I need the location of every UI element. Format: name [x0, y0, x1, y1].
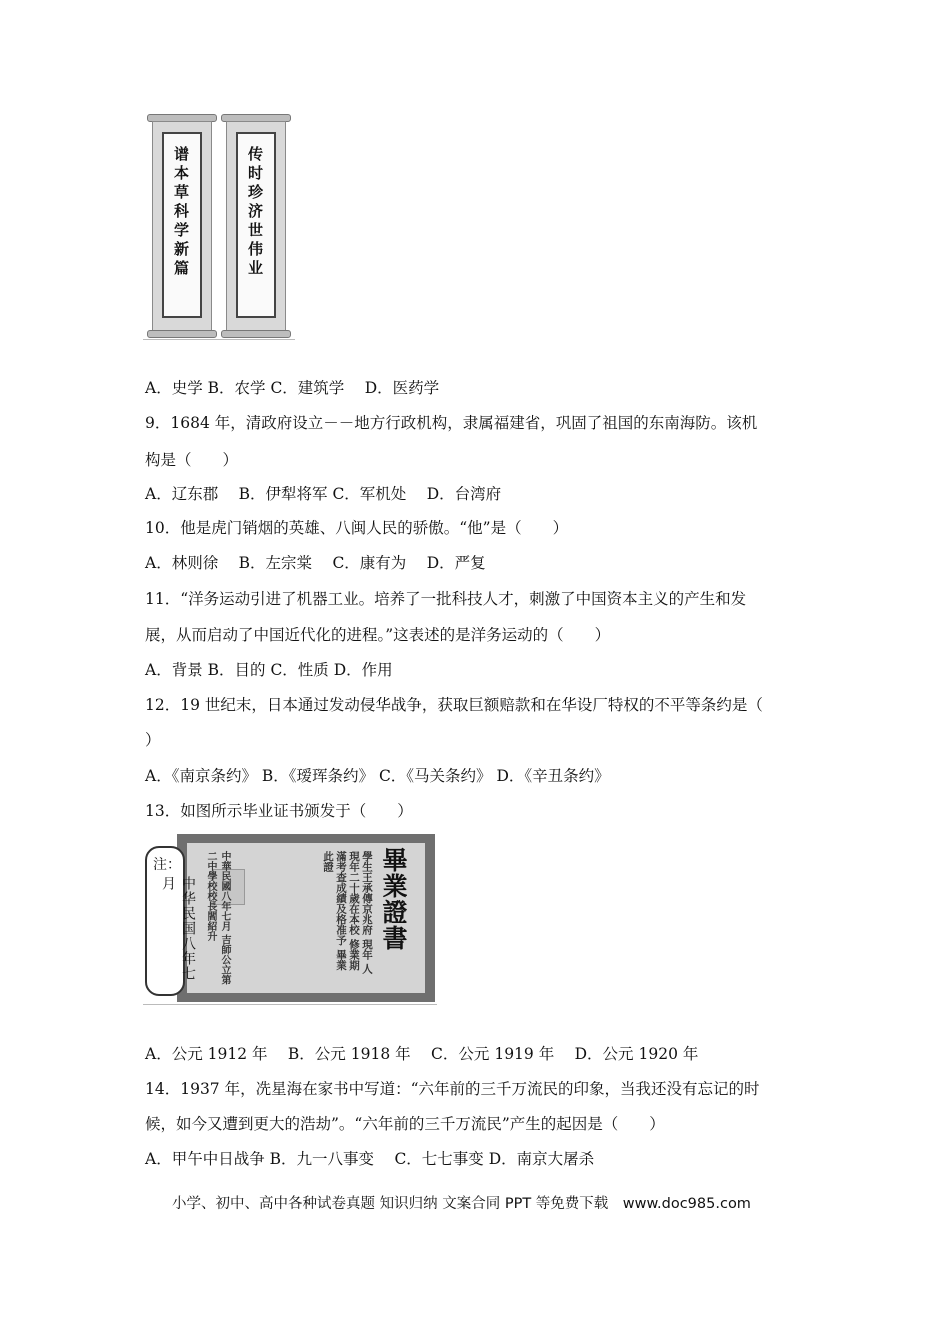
q8-options: A．史学 B．农学 C．建筑学 D．医药学	[145, 379, 440, 397]
certificate-date: 中華民國八年七月 吉師公立第二中學校校長閻紹升	[205, 851, 230, 985]
annotation-head: 注：	[153, 857, 181, 873]
q14-stem-line1: 14．1937 年，冼星海在家书中写道：“六年前的三千万流民的印象，当我还没有忘记的时	[145, 1080, 760, 1098]
right-scroll-text: 传时珍济世伟业	[246, 146, 264, 279]
page-footer: 小学、初中、高中各种试卷真题 知识归纳 文案合同 PPT 等免费下载 www.doc985.com	[172, 1196, 751, 1212]
q9-stem-line2: 构是（ ）	[145, 451, 239, 469]
left-scroll	[147, 114, 217, 338]
annotation-body: 中华民国八年七月	[160, 876, 196, 981]
q12-stem-line1: 12．19 世纪末，日本通过发动侵华战争，获取巨额赔款和在华设厂特权的不平等条约是（	[145, 696, 763, 714]
image-divider	[143, 339, 295, 340]
q11-stem-line2: 展，从而启动了中国近代化的进程。”这表述的是洋务运动的（ ）	[145, 626, 611, 644]
graduation-certificate-image	[143, 832, 437, 1004]
q13-options: A．公元 1912 年 B．公元 1918 年 C．公元 1919 年 D．公元 1920 年	[145, 1045, 699, 1063]
image-divider	[143, 1004, 437, 1005]
q11-options: A．背景 B．目的 C．性质 D．作用	[145, 661, 393, 679]
certificate-frame	[177, 834, 435, 1002]
annotation-callout	[145, 846, 196, 996]
q12-stem-line2: ）	[145, 731, 161, 749]
q9-options: A．辽东郡 B．伊犁将军 C．军机处 D．台湾府	[145, 485, 502, 503]
q9-stem-line1: 9．1684 年，清政府设立－－地方行政机构，隶属福建省，巩固了祖国的东南海防。该机	[145, 414, 758, 432]
q14-options: A．甲午中日战争 B．九一八事变 C．七七事变 D．南京大屠杀	[145, 1150, 595, 1168]
q14-stem-line2: 候，如今又遭到更大的浩劫”。“六年前的三千万流民”产生的起因是（ ）	[145, 1115, 665, 1133]
left-scroll-text: 谱本草科学新篇	[172, 146, 190, 279]
couplet-scrolls-image	[143, 114, 295, 340]
right-scroll	[221, 114, 291, 338]
certificate-title: 畢業證書	[379, 847, 408, 951]
q12-options: A．《南京条约》 B．《瑷珲条约》 C．《马关条约》 D．《辛丑条约》	[145, 767, 610, 785]
q11-stem-line1: 11．“洋务运动引进了机器工业。培养了一批科技人才，刺激了中国资本主义的产生和发	[145, 590, 747, 608]
q10-stem: 10．他是虎门销烟的英雄、八闽人民的骄傲。“他”是（ ）	[145, 519, 569, 537]
certificate-body: 學生王承傳京兆府 現年 人現年二十歲在本校 修業期滿考查成績及格准予 畢業此證	[322, 851, 373, 974]
q13-stem: 13．如图所示毕业证书颁发于（ ）	[145, 802, 413, 820]
q10-options: A．林则徐 B．左宗棠 C．康有为 D．严复	[145, 554, 486, 572]
